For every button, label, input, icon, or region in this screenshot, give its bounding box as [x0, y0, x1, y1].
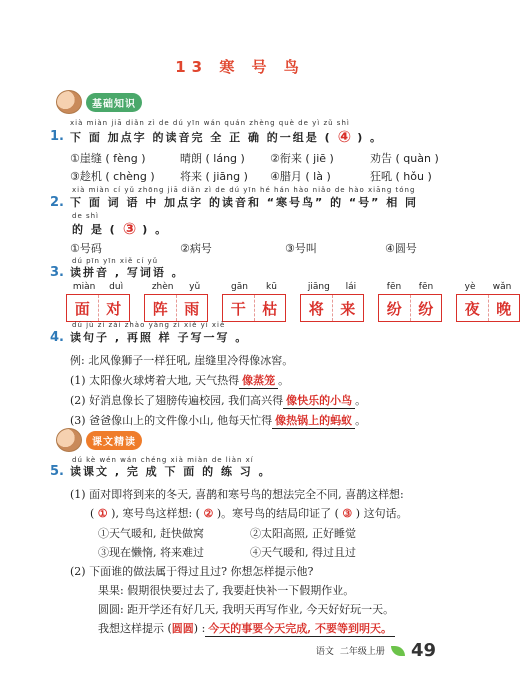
word-box [222, 294, 286, 322]
py: kū [266, 282, 277, 292]
q5-hint-mid: ) : [193, 622, 206, 635]
q5-yuanyuan: 圆圆: 距开学还有好几天, 我明天再写作业, 今天好好玩一天。 [98, 603, 395, 616]
q5-text-seg: ) 这句话。 [355, 507, 408, 520]
py: yè [464, 282, 476, 292]
q5-number: 5. [50, 463, 64, 479]
q5-pinyin: dú kè wén wán chéng xià miàn de liàn xí [72, 456, 254, 464]
q5-text-seg: )。寒号鸟的结局印证了 ( [216, 507, 339, 520]
q4-text: 读句子 , 再照 样 子写一写 。 [69, 331, 249, 344]
section-label: 基础知识 [86, 93, 142, 112]
q5-opt: ①天气暖和, 赶快做窝 [98, 527, 204, 540]
q3-pinyin: dú pīn yīn xiě cí yǔ [72, 257, 159, 265]
word-box [378, 294, 442, 322]
q1-pinyin: xià miàn jiā diǎn zì de dú yīn wán quán zhèng què de yì zǔ shì [70, 119, 350, 127]
q5-opt: ②太阳高照, 正好睡觉 [250, 527, 356, 540]
q1-answer: ④ [337, 127, 352, 146]
q4-number: 4. [50, 329, 64, 345]
question-2 [50, 194, 418, 210]
char: 将 [308, 299, 324, 318]
q2-text: 下 面 词 语 中 加点字 的读音和 “寒号鸟” 的 “号” 相 同 [69, 196, 419, 209]
char: 对 [98, 295, 130, 321]
page-footer [316, 640, 436, 661]
q3-pinyin-row [66, 282, 520, 292]
q2-pinyin-2: de shì [72, 212, 100, 220]
q4-item-text: (1) 太阳像火球烤着大地, 天气热得 [70, 374, 240, 387]
q4-item-2 [70, 392, 366, 409]
q4-item-1 [70, 372, 289, 389]
py: fēn [418, 282, 434, 292]
q3-text: 读拼音 , 写词语 。 [69, 266, 185, 279]
q5-text-seg: ( [90, 507, 95, 520]
q4-item-end: 。 [355, 414, 367, 427]
py: gān [231, 282, 248, 292]
q4-example: 例: 北风像狮子一样狂吼, 崖缝里冷得像冰窖。 [70, 354, 294, 367]
question-5 [50, 463, 272, 479]
q5-blank-answer: ① [97, 507, 108, 520]
mascot-icon [56, 90, 82, 114]
word-box [456, 294, 520, 322]
char: 来 [332, 295, 364, 321]
q5-part1-line1: (1) 面对即将到来的冬天, 喜鹊和寒号鸟的想法完全不同, 喜鹊这样想: [70, 488, 404, 501]
section-banner-reading [56, 430, 142, 450]
word-box [300, 294, 364, 322]
q5-hint-name: 圆圆 [171, 622, 194, 635]
mascot-icon [56, 428, 82, 452]
q2-text-2: 的 是 ( [72, 222, 117, 236]
footer-grade: 二年级上册 [339, 647, 385, 657]
q1-opt: ③趁机 ( chèng ) [70, 170, 155, 183]
q1-number: 1. [50, 129, 64, 144]
q2-close: ) 。 [142, 222, 169, 236]
q5-hint-line [98, 620, 395, 637]
q2-pinyin: xià miàn cí yǔ zhōng jiā diǎn zì de dú yīn hé hán hào niǎo de hào xiāng tóng [72, 186, 416, 194]
char: 枯 [254, 295, 286, 321]
char: 干 [230, 299, 246, 318]
q5-text: 读课文 , 完 成 下 面 的 练 习 。 [69, 465, 272, 478]
question-4 [50, 329, 248, 345]
q2-opt: ③号叫 [285, 242, 317, 255]
footer-subject: 语文 [315, 647, 334, 657]
question-3 [50, 264, 185, 280]
py: yǔ [189, 282, 201, 292]
py: jiāng [307, 282, 330, 292]
py: fēn [386, 282, 402, 292]
q5-part2: (2) 下面谁的做法属于得过且过? 你想怎样提示他? [70, 565, 314, 578]
question-1 [50, 127, 383, 146]
q1-opt: 晴朗 ( láng ) [180, 152, 245, 165]
q3-writing-grid [66, 294, 520, 322]
q2-opt: ①号码 [70, 242, 102, 255]
section-label: 课文精读 [86, 431, 142, 450]
q4-pinyin: dú jù zi zài zhào yàng zi xiě yi xiě [72, 321, 226, 329]
q3-number: 3. [50, 264, 64, 280]
q1-opt: ①崖缝 ( fèng ) [70, 152, 146, 165]
char: 阵 [152, 299, 168, 318]
char: 纷 [386, 299, 402, 318]
q1-text: 下 面 加点字 的读音完 全 正 确 的一组是 ( [69, 130, 332, 144]
q1-opt: 将来 ( jiāng ) [180, 170, 248, 183]
q4-item-end: 。 [278, 374, 290, 387]
q5-hint-answer: 今天的事要今天完成, 不要等到明天。 [205, 620, 395, 637]
word-box [144, 294, 208, 322]
q4-item-answer: 像快乐的小鸟 [283, 392, 355, 409]
char: 纷 [410, 295, 442, 321]
q2-number: 2. [50, 194, 64, 210]
lesson-title: 13 寒 号 鸟 [175, 58, 305, 76]
q5-part1-line2 [90, 505, 408, 521]
q1-opt: 狂吼 ( hǒu ) [370, 170, 432, 183]
word-box [66, 294, 130, 322]
q4-item-text: (3) 爸爸像山上的文件像小山, 他每天忙得 [70, 414, 273, 427]
q4-item-end: 。 [355, 394, 367, 407]
py: duì [109, 282, 124, 292]
q2-opt: ②病号 [180, 242, 212, 255]
page-number: 49 [410, 640, 436, 661]
q4-item-answer: 像蒸笼 [239, 372, 278, 389]
char: 雨 [176, 295, 208, 321]
q1-close: ) 。 [357, 130, 384, 144]
q2-answer: ③ [122, 219, 137, 238]
q2-opt: ④圆号 [385, 242, 417, 255]
q5-blank-answer: ③ [342, 507, 353, 520]
q1-opt: ②衔来 ( jiē ) [270, 152, 334, 165]
py: miàn [72, 282, 96, 292]
q2-line-2 [72, 219, 168, 238]
q4-item-text: (2) 好消息像长了翅膀传遍校园, 我们高兴得 [70, 394, 284, 407]
section-banner-basics [56, 92, 142, 112]
py: zhèn [151, 282, 174, 292]
q4-item-answer: 像热锅上的蚂蚁 [272, 412, 355, 429]
py: wǎn [492, 282, 512, 292]
q1-opt: 劝告 ( quàn ) [370, 152, 439, 165]
q5-opt: ④天气暖和, 得过且过 [250, 546, 356, 559]
q5-blank-answer: ② [203, 507, 214, 520]
char: 面 [74, 299, 90, 318]
leaf-icon [391, 646, 405, 656]
py: lái [345, 282, 357, 292]
q5-hint-prefix: 我想这样提示 ( [98, 622, 172, 635]
char: 夜 [464, 299, 480, 318]
q5-opt: ③现在懒惰, 将来难过 [98, 546, 204, 559]
q4-item-3 [70, 412, 366, 429]
char: 晚 [488, 295, 520, 321]
q5-guoguo: 果果: 假期很快要过去了, 我要赶快补一下假期作业。 [98, 584, 355, 597]
q1-opt: ④腊月 ( là ) [270, 170, 331, 183]
q5-text-seg: ), 寒号鸟这样想: ( [111, 507, 200, 520]
